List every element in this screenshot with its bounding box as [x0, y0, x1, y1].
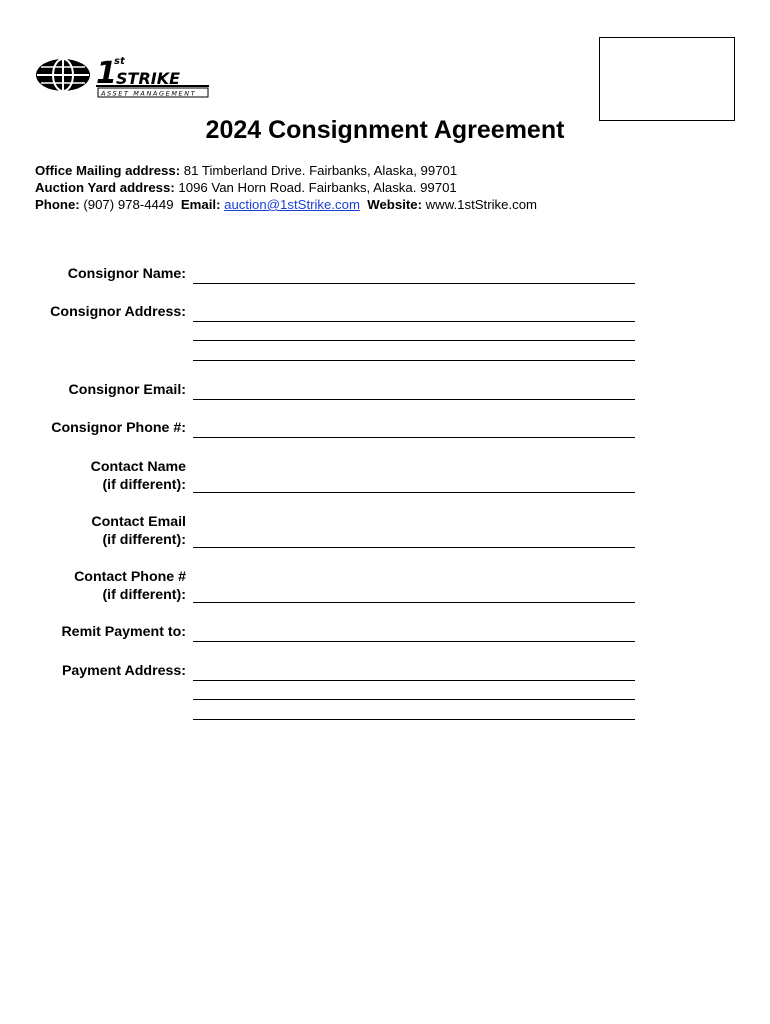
website-label: Website:	[367, 197, 422, 212]
svg-text:st: st	[114, 56, 125, 67]
yard-address-value: 1096 Van Horn Road. Fairbanks, Alaska. 99701	[178, 180, 457, 195]
office-address-label: Office Mailing address:	[35, 163, 181, 178]
contact-info	[35, 162, 537, 213]
contact-phone-label-line-2: (if different):	[102, 587, 186, 603]
contact-email-label-line-1: Contact Email	[91, 514, 186, 530]
phone-email-website-line	[35, 196, 537, 213]
consignor-phone-label: Consignor Phone #:	[51, 420, 186, 436]
payment-address-label: Payment Address:	[61, 663, 186, 679]
consignor-email-label: Consignor Email:	[68, 382, 186, 398]
consignor-name-line[interactable]	[193, 283, 635, 284]
remit-payment-line[interactable]	[193, 641, 635, 642]
phone-value: (907) 978-4449	[83, 197, 174, 212]
remit-payment-label: Remit Payment to:	[61, 624, 186, 640]
payment-address-line-2[interactable]	[193, 699, 635, 700]
consignor-address-line-2[interactable]	[193, 340, 635, 341]
contact-email-label	[91, 513, 186, 549]
consignor-address-label: Consignor Address:	[50, 304, 186, 320]
consignor-name-label: Consignor Name:	[67, 266, 186, 282]
contact-email-line[interactable]	[193, 547, 635, 548]
svg-text:STRIKE: STRIKE	[116, 69, 181, 88]
payment-address-line-1[interactable]	[193, 680, 635, 681]
contact-email-label-line-2: (if different):	[102, 532, 186, 548]
page-title: 2024 Consignment Agreement	[205, 116, 565, 144]
contact-name-label-line-2: (if different):	[102, 477, 186, 493]
phone-label: Phone:	[35, 197, 80, 212]
contact-phone-label	[74, 568, 186, 604]
svg-text:ASSET MANAGEMENT: ASSET MANAGEMENT	[101, 89, 197, 98]
office-address-line	[35, 162, 537, 179]
email-link[interactable]: auction@1stStrike.com	[224, 197, 360, 212]
consignor-phone-line[interactable]	[193, 437, 635, 438]
contact-name-label	[91, 458, 186, 494]
email-label: Email:	[180, 197, 221, 212]
website-value: www.1stStrike.com	[425, 197, 538, 212]
payment-address-line-3[interactable]	[193, 719, 635, 720]
globe-icon	[36, 59, 90, 91]
stamp-box	[599, 37, 735, 121]
yard-address-label: Auction Yard address:	[35, 180, 175, 195]
company-logo	[34, 50, 214, 100]
contact-name-label-line-1: Contact Name	[90, 459, 186, 475]
office-address-value: 81 Timberland Drive. Fairbanks, Alaska, 99701	[183, 163, 458, 178]
contact-phone-line[interactable]	[193, 602, 635, 603]
consignor-email-line[interactable]	[193, 399, 635, 400]
yard-address-line	[35, 179, 537, 196]
consignor-address-line-3[interactable]	[193, 360, 635, 361]
consignor-address-line-1[interactable]	[193, 321, 635, 322]
contact-phone-label-line-1: Contact Phone #	[74, 569, 186, 585]
contact-name-line[interactable]	[193, 492, 635, 493]
svg-text:1: 1	[96, 56, 117, 91]
